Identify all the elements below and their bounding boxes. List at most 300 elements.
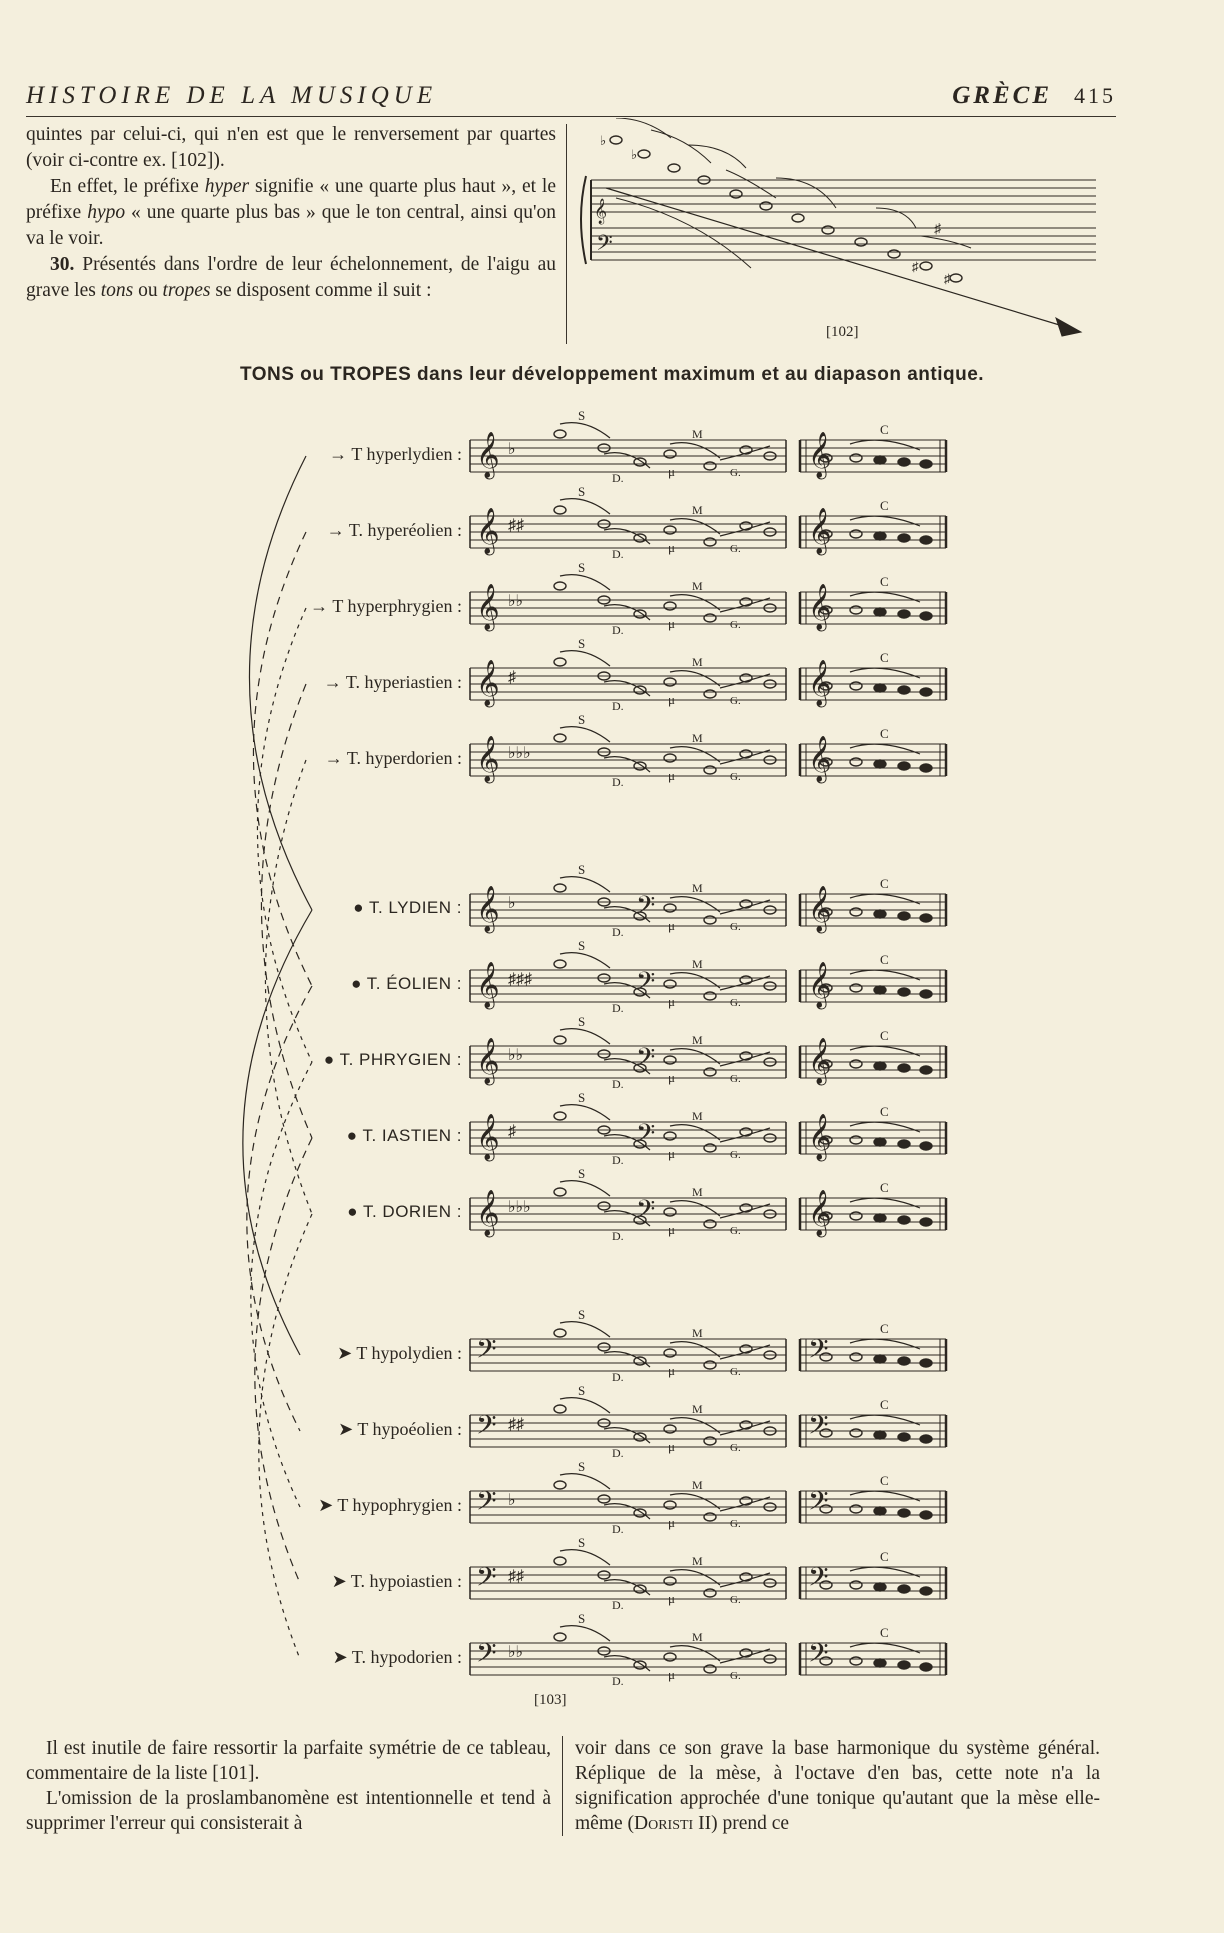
note (704, 690, 716, 698)
example-102-staff (576, 118, 1116, 348)
letter-g: G. (730, 1225, 741, 1237)
note (920, 914, 932, 922)
note (554, 1112, 566, 1120)
figure-103-label: [103] (534, 1692, 567, 1708)
note (664, 1653, 676, 1661)
note (664, 1577, 676, 1585)
svg-text:♯: ♯ (944, 271, 951, 286)
bottom-right-column (575, 1736, 1100, 1836)
mode-staff-hypo-0 (470, 1307, 946, 1384)
key-signature: ♭ (508, 441, 516, 458)
letter-m: M (692, 1033, 703, 1047)
note (554, 1405, 566, 1413)
key-signature: ♭♭♭ (508, 745, 531, 762)
note (920, 688, 932, 696)
letter-m: M (692, 731, 703, 745)
mode-staff-central-2 (470, 1014, 946, 1091)
note (634, 762, 646, 770)
note (874, 1507, 886, 1515)
letter-mu: μ (668, 692, 675, 707)
letter-mu: μ (668, 1070, 675, 1085)
letter-c: C (880, 1625, 889, 1640)
note (898, 1509, 910, 1517)
table-title: TONS ou TROPES dans leur développement maximum et au diapason antique. (239, 364, 985, 385)
running-head-title: HISTOIRE DE LA MUSIQUE (26, 82, 438, 109)
letter-m: M (692, 957, 703, 971)
note (874, 760, 886, 768)
note (920, 1435, 932, 1443)
letter-c: C (880, 1549, 889, 1564)
letter-d: D. (612, 1522, 624, 1536)
letter-d: D. (612, 623, 624, 637)
mode-label-central-1: ● T. ÉOLIEN : (351, 974, 462, 993)
letter-d: D. (612, 1598, 624, 1612)
letter-mu: μ (668, 1515, 675, 1530)
note (664, 526, 676, 534)
bass-clef-icon: 𝄢 (476, 1561, 497, 1599)
note (920, 1066, 932, 1074)
letter-c: C (880, 498, 889, 513)
mode-label-hypo-2: ➤ T hypophrygien : (318, 1495, 462, 1515)
bottom-right-paragraph: voir dans ce son grave la base harmonique du système général. Réplique de la mèse, à l'octave d'en bas, cette note n'a la signification approchée d'une tonique qu'autant que la mèse elle-même (Doristi II) prend ce (575, 1738, 1100, 1834)
treble-clef-icon: 𝄞 (476, 962, 500, 1008)
treble-clef-icon: 𝄞 (808, 508, 832, 554)
letter-g: G. (730, 1518, 741, 1530)
letter-d: D. (612, 1370, 624, 1384)
example-102-label: [102] (826, 324, 859, 340)
note (898, 1357, 910, 1365)
svg-text:♭: ♭ (600, 133, 607, 148)
mode-label-hyper-0: → T hyperlydien : (329, 444, 462, 464)
note (664, 678, 676, 686)
letter-mu: μ (668, 1363, 675, 1378)
key-signature: ♯♯ (508, 1416, 524, 1433)
key-signature: ♭♭ (508, 593, 524, 610)
note (704, 538, 716, 546)
note (634, 1433, 646, 1441)
letter-mu: μ (668, 540, 675, 555)
note (634, 610, 646, 618)
note (664, 1208, 676, 1216)
note (898, 1140, 910, 1148)
letter-c: C (880, 1321, 889, 1336)
note (898, 458, 910, 466)
bass-clef-icon: 𝄢 (476, 1637, 497, 1675)
bottom-left-column (26, 1736, 551, 1836)
mode-label-hypo-1: ➤ T hypoéolien : (338, 1419, 462, 1439)
note (634, 686, 646, 694)
letter-d: D. (612, 1674, 624, 1688)
note (664, 754, 676, 762)
letter-d: D. (612, 1446, 624, 1460)
note (850, 1060, 862, 1068)
note (554, 582, 566, 590)
key-signature: ♯ (508, 1123, 516, 1140)
letter-mu: μ (668, 1591, 675, 1606)
treble-clef-icon: 𝄞 (476, 508, 500, 554)
note (554, 658, 566, 666)
note (554, 960, 566, 968)
letter-s: S (578, 1014, 586, 1029)
letter-g: G. (730, 1149, 741, 1161)
treble-clef-icon: 𝄞 (808, 962, 832, 1008)
note (634, 1585, 646, 1593)
letter-c: C (880, 574, 889, 589)
treble-clef-icon: 𝄞 (476, 1038, 500, 1084)
key-signature: ♭♭♭ (508, 1199, 531, 1216)
letter-c: C (880, 1180, 889, 1195)
letter-mu: μ (668, 1439, 675, 1454)
letter-c: C (880, 1473, 889, 1488)
mode-staff-hyper-3 (470, 636, 946, 713)
note (874, 986, 886, 994)
note (554, 1188, 566, 1196)
note (634, 534, 646, 542)
bass-clef-icon: 𝄢 (636, 967, 656, 1002)
note (874, 532, 886, 540)
svg-text:𝄢: 𝄢 (596, 231, 613, 261)
letter-s: S (578, 1611, 586, 1626)
note (920, 1511, 932, 1519)
mode-label-hyper-4: → T. hyperdorien : (324, 748, 462, 768)
note (898, 1216, 910, 1224)
treble-clef-icon: 𝄞 (476, 584, 500, 630)
letter-mu: μ (668, 1667, 675, 1682)
intro-text (26, 122, 556, 304)
letter-m: M (692, 1109, 703, 1123)
letter-g: G. (730, 997, 741, 1009)
note (554, 734, 566, 742)
note (898, 1585, 910, 1593)
treble-clef-icon: 𝄞 (808, 886, 832, 932)
letter-s: S (578, 1166, 586, 1181)
key-signature: ♭♭ (508, 1047, 524, 1064)
mode-staff-hypo-4 (470, 1611, 946, 1688)
letter-g: G. (730, 1594, 741, 1606)
note (554, 1481, 566, 1489)
note (920, 536, 932, 544)
note (664, 1349, 676, 1357)
letter-m: M (692, 427, 703, 441)
note (634, 1509, 646, 1517)
treble-clef-icon: 𝄞 (808, 1038, 832, 1084)
term-hyper: hyper (204, 176, 250, 197)
note (664, 602, 676, 610)
mode-staff-central-1 (470, 938, 946, 1015)
treble-clef-icon: 𝄞 (808, 584, 832, 630)
mode-staff-central-3 (470, 1090, 946, 1167)
note (898, 534, 910, 542)
letter-mu: μ (668, 918, 675, 933)
mode-label-central-4: ● T. DORIEN : (347, 1202, 462, 1221)
bass-clef-icon: 𝄢 (476, 1333, 497, 1371)
note (850, 984, 862, 992)
note (850, 908, 862, 916)
bass-clef-icon: 𝄢 (476, 1409, 497, 1447)
intro-paragraph-1: quintes par celui-ci, qui n'en est que le renversement par quartes (voir ci-contre ex. [102]). (26, 124, 556, 171)
note (634, 1357, 646, 1365)
note (704, 1220, 716, 1228)
note (898, 1433, 910, 1441)
note (704, 766, 716, 774)
letter-m: M (692, 1478, 703, 1492)
letter-mu: μ (668, 768, 675, 783)
mode-label-central-2: ● T. PHRYGIEN : (323, 1050, 462, 1069)
treble-clef-icon: 𝄞 (808, 1114, 832, 1160)
mode-label-central-3: ● T. IASTIEN : (346, 1126, 462, 1145)
bass-clef-icon: 𝄢 (636, 1119, 656, 1154)
section-number: 30. (50, 254, 75, 275)
tones-figure (0, 400, 1224, 1720)
note (898, 988, 910, 996)
note (554, 1036, 566, 1044)
mode-staff-hypo-2 (470, 1459, 946, 1536)
key-signature: ♯♯ (508, 1568, 524, 1585)
note (850, 1505, 862, 1513)
letter-c: C (880, 726, 889, 741)
treble-clef-icon: 𝄞 (476, 660, 500, 706)
letter-m: M (692, 1630, 703, 1644)
mode-staff-hyper-0 (470, 408, 946, 485)
note (874, 1062, 886, 1070)
bass-clef-icon: 𝄢 (636, 1195, 656, 1230)
mode-label-hypo-0: ➤ T hypolydien : (337, 1343, 462, 1363)
letter-m: M (692, 881, 703, 895)
note (874, 1138, 886, 1146)
letter-d: D. (612, 1077, 624, 1091)
letter-s: S (578, 1383, 586, 1398)
intro-paragraph-3: 30. Présentés dans l'ordre de leur échelonnement, de l'aigu au grave les tons ou tropes se disposent comme il suit : (26, 254, 556, 301)
note (704, 1437, 716, 1445)
key-signature: ♭♭ (508, 1644, 524, 1661)
note (634, 458, 646, 466)
bass-clef-icon: 𝄢 (636, 1043, 656, 1078)
letter-c: C (880, 422, 889, 437)
svg-text:♯: ♯ (934, 222, 941, 237)
column-rule (566, 124, 567, 344)
letter-d: D. (612, 925, 624, 939)
mode-label-central-0: ● T. LYDIEN : (353, 898, 462, 917)
letter-g: G. (730, 1670, 741, 1682)
note (850, 1429, 862, 1437)
note (920, 1142, 932, 1150)
note (554, 506, 566, 514)
letter-c: C (880, 1028, 889, 1043)
letter-d: D. (612, 699, 624, 713)
letter-g: G. (730, 695, 741, 707)
mode-staff-hyper-2 (470, 560, 946, 637)
svg-text:♯: ♯ (912, 259, 919, 274)
note (874, 684, 886, 692)
letter-m: M (692, 655, 703, 669)
note (920, 990, 932, 998)
letter-m: M (692, 1402, 703, 1416)
bass-clef-icon: 𝄢 (808, 1561, 829, 1599)
note (850, 1353, 862, 1361)
note (634, 1661, 646, 1669)
note (874, 1355, 886, 1363)
letter-s: S (578, 862, 586, 877)
treble-clef-icon: 𝄞 (808, 432, 832, 478)
letter-g: G. (730, 619, 741, 631)
letter-mu: μ (668, 1222, 675, 1237)
mode-staff-hypo-3 (470, 1535, 946, 1612)
note (554, 1329, 566, 1337)
treble-clef-icon: 𝄞 (476, 1190, 500, 1236)
letter-s: S (578, 1535, 586, 1550)
treble-clef-icon: 𝄞 (808, 660, 832, 706)
letter-d: D. (612, 1153, 624, 1167)
note (664, 1425, 676, 1433)
svg-text:♭: ♭ (631, 147, 638, 162)
letter-mu: μ (668, 994, 675, 1009)
note (850, 682, 862, 690)
note (920, 764, 932, 772)
bass-clef-icon: 𝄢 (808, 1637, 829, 1675)
treble-clef-icon: 𝄞 (808, 736, 832, 782)
letter-d: D. (612, 1229, 624, 1243)
note (664, 1056, 676, 1064)
letter-c: C (880, 952, 889, 967)
letter-s: S (578, 484, 586, 499)
letter-g: G. (730, 1073, 741, 1085)
letter-m: M (692, 579, 703, 593)
treble-clef-icon: 𝄞 (476, 1114, 500, 1160)
svg-text:𝄞: 𝄞 (594, 199, 608, 224)
key-signature: ♭ (508, 895, 516, 912)
note (898, 912, 910, 920)
letter-m: M (692, 1185, 703, 1199)
bass-clef-icon: 𝄢 (808, 1409, 829, 1447)
note (850, 1657, 862, 1665)
key-signature: ♯♯♯ (508, 971, 532, 988)
note (850, 530, 862, 538)
page-number: 415 (1074, 83, 1116, 108)
letter-c: C (880, 650, 889, 665)
section-title: GRÈCE (952, 82, 1052, 109)
letter-mu: μ (668, 464, 675, 479)
note (664, 980, 676, 988)
treble-clef-icon: 𝄞 (476, 736, 500, 782)
note (850, 606, 862, 614)
note (920, 1359, 932, 1367)
note (704, 992, 716, 1000)
note (898, 1064, 910, 1072)
letter-c: C (880, 1104, 889, 1119)
note (664, 1132, 676, 1140)
letter-s: S (578, 560, 586, 575)
mode-label-hyper-1: → T. hyperéolien : (326, 520, 462, 540)
term-hypo: hypo (87, 202, 126, 223)
mode-label-hypo-3: ➤ T. hypoiastien : (331, 1571, 462, 1591)
letter-s: S (578, 1307, 586, 1322)
letter-c: C (880, 1397, 889, 1412)
running-head (26, 80, 1116, 117)
bass-clef-icon: 𝄢 (808, 1485, 829, 1523)
note (554, 1633, 566, 1641)
note (554, 430, 566, 438)
running-head-section (952, 82, 1116, 110)
letter-g: G. (730, 543, 741, 555)
note (874, 456, 886, 464)
mode-staff-hyper-4 (470, 712, 946, 789)
mode-staff-hyper-1 (470, 484, 946, 561)
letter-g: G. (730, 1442, 741, 1454)
note (920, 460, 932, 468)
note (874, 608, 886, 616)
letter-d: D. (612, 547, 624, 561)
note (874, 1431, 886, 1439)
letter-c: C (880, 876, 889, 891)
note (850, 1212, 862, 1220)
bottom-left-paragraph-2: L'omission de la proslambanomène est intentionnelle et tend à supprimer l'erreur qui consisterait à (26, 1788, 551, 1834)
note (874, 1659, 886, 1667)
letter-d: D. (612, 471, 624, 485)
letter-mu: μ (668, 1146, 675, 1161)
note (898, 1661, 910, 1669)
letter-s: S (578, 1090, 586, 1105)
note (920, 612, 932, 620)
note (704, 1665, 716, 1673)
letter-s: S (578, 636, 586, 651)
mode-staff-central-0 (470, 862, 946, 939)
note (850, 1581, 862, 1589)
note (920, 1587, 932, 1595)
note (920, 1218, 932, 1226)
note (554, 884, 566, 892)
letter-d: D. (612, 1001, 624, 1015)
letter-s: S (578, 1459, 586, 1474)
treble-clef-icon: 𝄞 (808, 1190, 832, 1236)
treble-clef-icon: 𝄞 (476, 886, 500, 932)
letter-m: M (692, 1554, 703, 1568)
note (898, 686, 910, 694)
bass-clef-icon: 𝄢 (476, 1485, 497, 1523)
note (554, 1557, 566, 1565)
letter-m: M (692, 503, 703, 517)
note (664, 1501, 676, 1509)
letter-g: G. (730, 771, 741, 783)
bass-clef-icon: 𝄢 (636, 891, 656, 926)
bass-clef-icon: 𝄢 (808, 1333, 829, 1371)
note (704, 462, 716, 470)
letter-s: S (578, 408, 586, 423)
note (704, 1589, 716, 1597)
mode-label-hyper-3: → T. hyperiastien : (323, 672, 462, 692)
mode-staff-central-4 (470, 1166, 946, 1243)
note (920, 1663, 932, 1671)
note (664, 450, 676, 458)
intro-paragraph-2: En effet, le préfixe hyper signifie « une quarte plus haut », et le préfixe hypo « une quarte plus bas » que le ton central, ainsi qu'on va le voir. (26, 176, 557, 249)
letter-g: G. (730, 921, 741, 933)
note (850, 454, 862, 462)
note (850, 1136, 862, 1144)
letter-s: S (578, 712, 586, 727)
key-signature: ♭ (508, 1492, 516, 1509)
note (898, 762, 910, 770)
note (874, 910, 886, 918)
letter-mu: μ (668, 616, 675, 631)
note (704, 1068, 716, 1076)
note (874, 1214, 886, 1222)
note (704, 614, 716, 622)
bottom-left-paragraph-1: Il est inutile de faire ressortir la parfaite symétrie de ce tableau, commentaire de la liste [101]. (26, 1738, 551, 1784)
note (874, 1583, 886, 1591)
note (704, 1513, 716, 1521)
treble-clef-icon: 𝄞 (476, 432, 500, 478)
mode-label-hypo-4: ➤ T. hypodorien : (332, 1647, 462, 1667)
key-signature: ♯ (508, 669, 516, 686)
